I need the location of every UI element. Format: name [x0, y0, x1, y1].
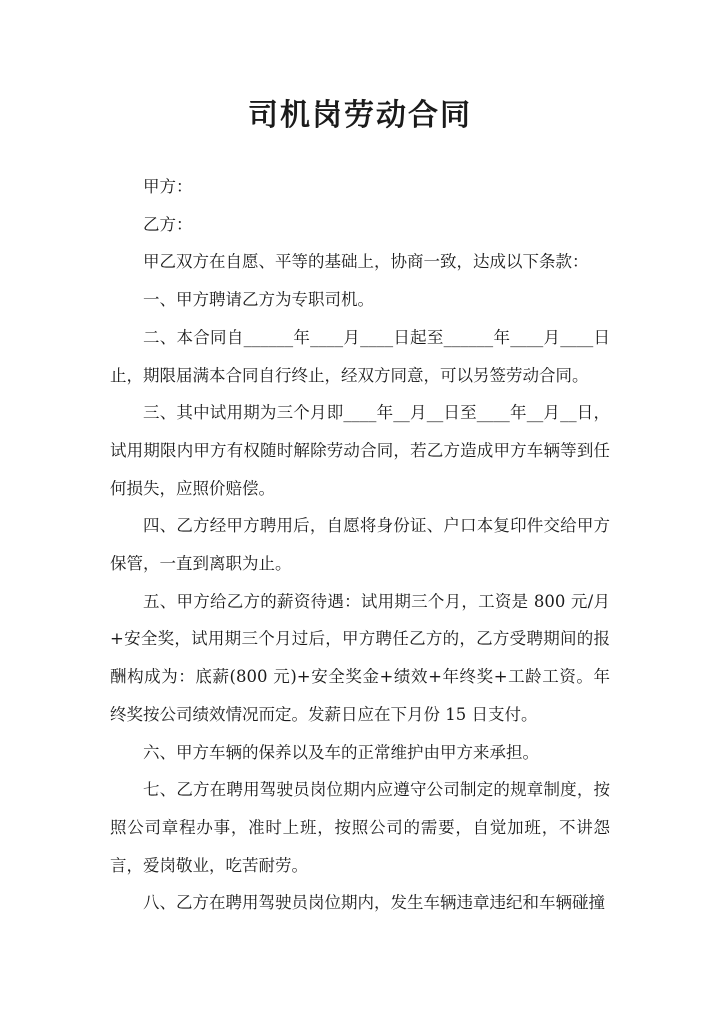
- party-b-line: 乙方：: [143, 214, 193, 234]
- clause-2: 二、本合同自______年____月____日起至______年____月____日止，期限届满本合同自行终止，经双方同意，可以另签劳动合同。: [110, 327, 610, 385]
- contract-body: [110, 168, 610, 922]
- document-title: 司机岗劳动合同: [248, 98, 472, 133]
- party-a-line: 甲方：: [143, 177, 193, 196]
- clause-7: 七、乙方在聘用驾驶员岗位期内应遵守公司制定的规章制度，按照公司章程办事，准时上班，按照公司的需要，自觉加班，不讲怨言，爱岗敬业，吃苦耐劳。: [110, 780, 610, 875]
- clause-5: 五、甲方给乙方的薪资待遇：试用期三个月，工资是 800 元/月+安全奖，试用期三个月过后，甲方聘任乙方的，乙方受聘期间的报酬构成为：底薪(800 元)+安全奖金+绩效+年终奖+工龄工资。年终奖按公司绩效情况而定。发薪日应在下月份 15 日支付。: [110, 591, 610, 724]
- clause-3: 三、其中试用期为三个月即____年__月__日至____年__月__日，试用期限内甲方有权随时解除劳动合同，若乙方造成甲方车辆等到任何损失，应照价赔偿。: [110, 403, 610, 498]
- clause-8: 八、乙方在聘用驾驶员岗位期内，发生车辆违章违纪和车辆碰撞: [143, 893, 605, 913]
- clause-6: 六、甲方车辆的保养以及车的正常维护由甲方来承担。: [143, 742, 539, 762]
- preamble-paragraph: 甲乙双方在自愿、平等的基础上，协商一致，达成以下条款：: [143, 252, 589, 272]
- clause-1: 一、甲方聘请乙方为专职司机。: [143, 290, 374, 310]
- clause-4: 四、乙方经甲方聘用后，自愿将身份证、户口本复印件交给甲方保管，一直到离职为止。: [110, 516, 610, 574]
